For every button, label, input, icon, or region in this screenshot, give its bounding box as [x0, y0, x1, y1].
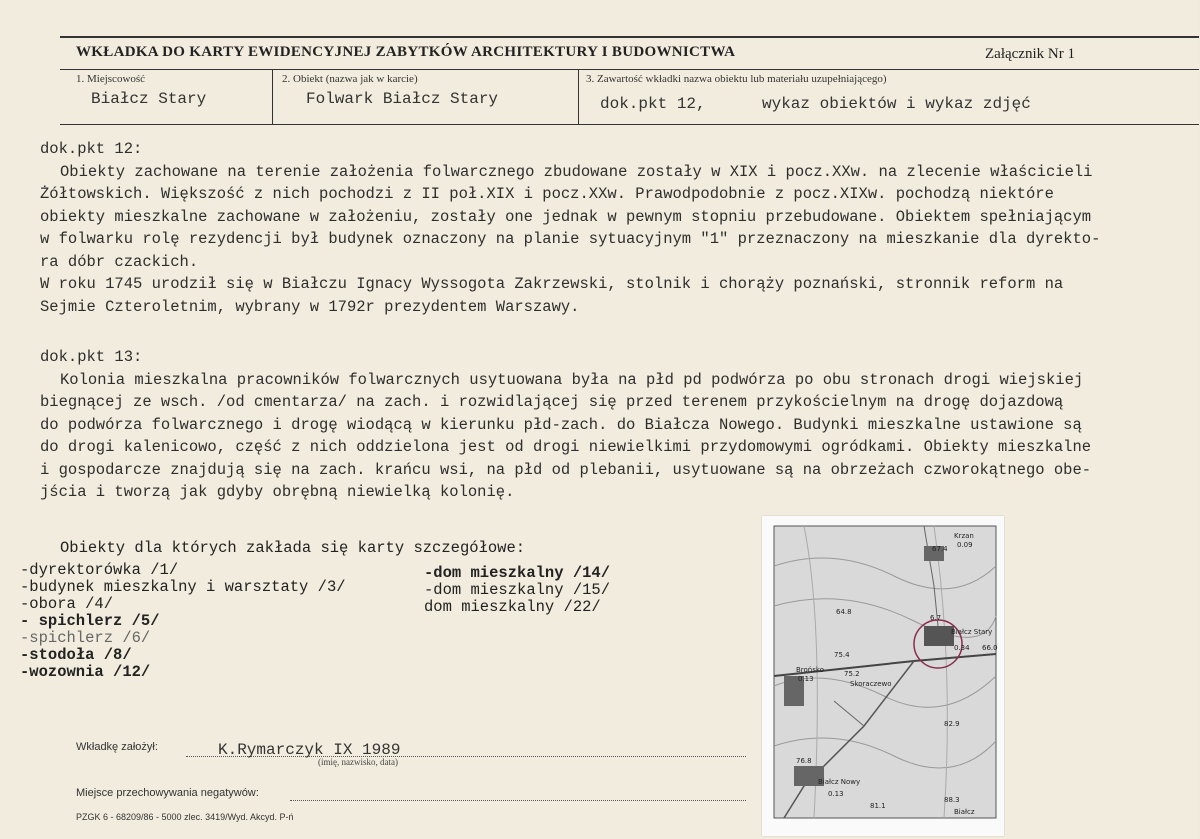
- section-13-line: Kolonia mieszkalna pracowników folwarcznych usytuowana była na płd pd podwórza po obu stronach drogi wiejskiej: [60, 370, 1084, 389]
- document-title: WKŁADKA DO KARTY EWIDENCYJNEJ ZABYTKÓW ARCHITEKTURY I BUDOWNICTWA: [76, 44, 736, 60]
- object-value: Folwark Białcz Stary: [306, 90, 499, 108]
- map-label-krzan: Krzan: [954, 532, 974, 540]
- field-row-bottom-line: [60, 124, 1199, 125]
- object-item: -stodoła /8/: [20, 646, 132, 664]
- map-label-elev: 76.8: [796, 757, 812, 765]
- objects-list-left: [20, 562, 346, 681]
- map-label-bronsko-val: 0.13: [798, 675, 814, 683]
- section-12-line: obiekty mieszkalne zachowane w założeniu, zostały one jednak w pewnym stopniu przebudowane. Obiektem spełniającym: [40, 207, 1092, 226]
- section-13-heading: dok.pkt 13:: [40, 348, 143, 366]
- map-label-skoraczewo: Skoraczewo: [850, 680, 892, 688]
- objects-heading: Obiekty dla których zakłada się karty szczegółowe:: [60, 539, 526, 557]
- map-label-bronsko: Brońsko: [796, 666, 824, 674]
- map-label-bialcz-stary: Białcz Stary: [951, 628, 993, 636]
- negatives-label: Miejsce przechowywania negatywów:: [76, 787, 259, 799]
- map-label-elev: 66.0: [982, 644, 998, 652]
- section-12: [40, 138, 1200, 318]
- object-item: -obora /4/: [20, 595, 114, 613]
- map-label-bialcz-nowy-val: 0.13: [828, 790, 844, 798]
- map-label-elev: 81.1: [870, 802, 886, 810]
- objects-list-right: [424, 565, 610, 616]
- locality-label: 1. Miejscowość: [76, 73, 146, 85]
- map-label-elev: 75.4: [834, 651, 850, 659]
- object-item: -dyrektorówka /1/: [20, 561, 179, 579]
- map-label-bialcz-bottom: Białcz: [954, 808, 975, 816]
- map-label-elev: 64.8: [836, 608, 852, 616]
- content-label: 3. Zawartość wkładki nazwa obiektu lub materiału uzupełniającego): [586, 73, 887, 85]
- section-12-line: Sejmie Czteroletnim, wybrany w 1792r prezydentem Warszawy.: [40, 297, 580, 316]
- map-label-elev: 75.2: [844, 670, 860, 678]
- section-13-line: do drogi kalenicowo, część z nich oddzielona jest od drogi niewielkimi przydomowymi ogródkami. Obiekty mieszkalne: [40, 438, 1092, 456]
- object-item: -wozownia /12/: [20, 663, 151, 681]
- map-label-elev: 6.7: [930, 614, 942, 622]
- attachment-number: Załącznik Nr 1: [985, 46, 1075, 62]
- field-divider-1: [272, 69, 273, 125]
- section-13-line: biegnącej ze wsch. /od cmentarza/ na zach. i rozwidlającej się przed terenem przykościelnym na drogę dojazdową: [40, 393, 1064, 411]
- section-13-line: do podwórza folwarcznego i drogę wiodącą w kierunku płd-zach. do Białcza Nowego. Budynki mieszkalne ustawione są: [40, 415, 1082, 434]
- map-photo: [762, 516, 1004, 836]
- map-label-elev: 82.9: [944, 720, 960, 728]
- section-12-line: ra dóbr czackich.: [40, 252, 199, 271]
- inserted-by-label: Wkładkę założył:: [76, 741, 158, 753]
- section-12-heading: dok.pkt 12:: [40, 140, 143, 158]
- field-row-top-line: [60, 69, 1199, 70]
- section-13-line: jścia i tworzą jak gdyby obrębną niewielką kolonię.: [40, 483, 515, 501]
- object-label: 2. Obiekt (nazwa jak w karcie): [282, 73, 418, 85]
- content-value-1: dok.pkt 12,: [600, 95, 706, 113]
- section-13: [40, 346, 1200, 504]
- negatives-line: [290, 800, 746, 801]
- map-image: [774, 526, 996, 818]
- object-item: -dom mieszkalny /15/: [424, 581, 611, 599]
- map-label-elev: 67.4: [932, 545, 948, 553]
- inserted-by-value: K.Rymarczyk IX 1989: [218, 741, 401, 759]
- section-12-line: W roku 1745 urodził się w Białczu Ignacy Wyssogota Zakrzewski, stolnik i chorąży poznański, stronnik reform na: [40, 275, 1064, 293]
- object-item: -dom mieszkalny /14/: [424, 564, 611, 582]
- object-item: dom mieszkalny /22/: [424, 598, 601, 616]
- map-label-elev: 0.34: [954, 644, 970, 652]
- field-divider-2: [578, 69, 579, 125]
- section-13-line: i gospodarcze znajdują się na zach. krańcu wsi, na płd od plebanii, usytuowane są na obrzeżach czworokątnego obe-: [40, 460, 1092, 479]
- content-value-2: wykaz obiektów i wykaz zdjęć: [762, 95, 1031, 113]
- locality-value: Białcz Stary: [91, 90, 207, 108]
- inserted-by-note: (imię, nazwisko, data): [318, 757, 398, 767]
- object-item: -spichlerz /6/: [20, 629, 151, 647]
- object-item: - spichlerz /5/: [20, 612, 160, 630]
- map-label-elev: 88.3: [944, 796, 960, 804]
- object-item: -budynek mieszkalny i warsztaty /3/: [20, 578, 346, 596]
- section-12-line: w folwarku rolę rezydencji był budynek oznaczony na planie sytuacyjnym "1" przeznaczony na mieszkanie dla dyrekto-: [40, 230, 1101, 248]
- section-12-line: Obiekty zachowane na terenie założenia folwarcznego zbudowane zostały w XIX i pocz.XXw. na zlecenie właścicieli: [60, 162, 1093, 181]
- map-label-bialcz-nowy: Białcz Nowy: [818, 778, 861, 786]
- map-label-krzan-val: 0.09: [957, 541, 973, 549]
- print-note: PZGK 6 - 68209/86 - 5000 zlec. 3419/Wyd. Akcyd. P-ń: [76, 812, 294, 822]
- section-12-line: Żółtowskich. Większość z nich pochodzi z II poł.XIX i pocz.XXw. Prawodpodobnie z pocz.XIXw. pochodzą niektóre: [40, 185, 1054, 203]
- top-border: [60, 36, 1199, 38]
